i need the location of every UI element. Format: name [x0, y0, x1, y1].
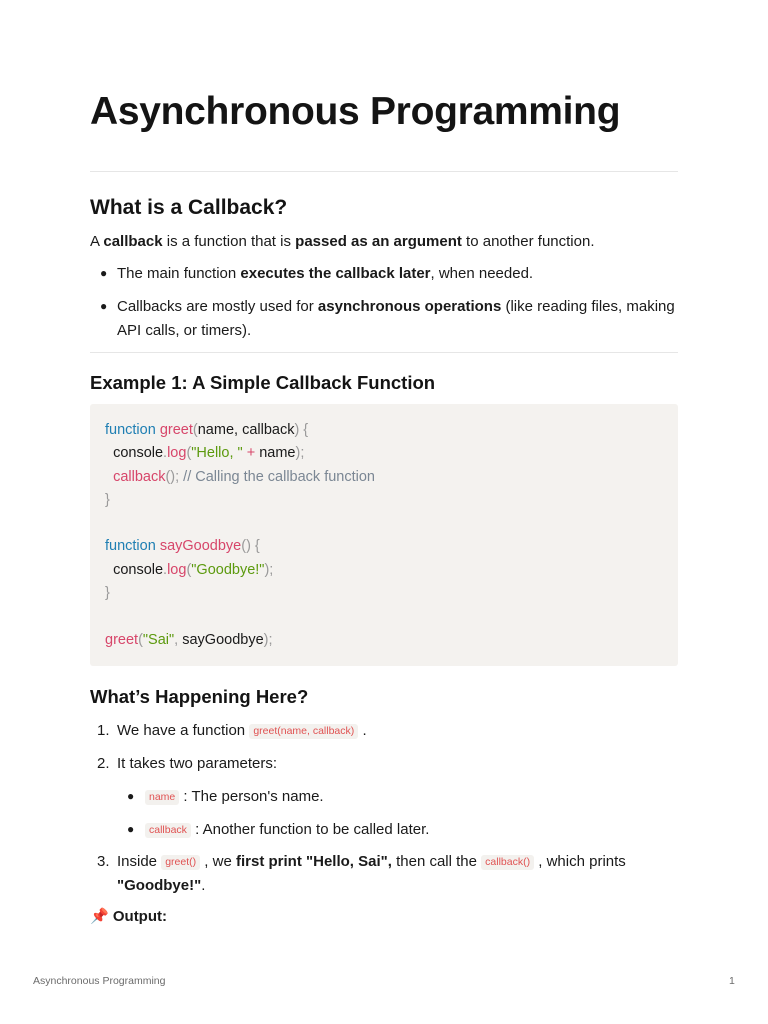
- list-item: 1. We have a function greet(name, callback) .: [97, 722, 367, 739]
- output-label: 📌 Output:: [90, 908, 167, 925]
- bullet-icon: ●: [127, 822, 135, 836]
- inline-code: greet(name, callback): [249, 724, 358, 739]
- code-text: function greet(name, callback) { console.log("Hello, " + name); callback(); // Calling the callback function } function sayGoodbye() { console.log("Goodbye!"); } greet("Sai", sayGoodbye);: [105, 422, 375, 648]
- list-item: ● Callbacks are mostly used for asynchronous operations (like reading files, making API calls, or timers).: [117, 295, 677, 342]
- bullet-icon: ●: [127, 789, 135, 803]
- pushpin-icon: 📌: [90, 908, 109, 925]
- code-block: [90, 404, 678, 666]
- page-title: Asynchronous Programming: [90, 90, 621, 133]
- bullet-icon: ●: [100, 299, 108, 313]
- page-number: 1: [729, 975, 735, 987]
- bullet-icon: ●: [100, 266, 108, 280]
- section-heading-callback: What is a Callback?: [90, 196, 288, 219]
- example-heading: Example 1: A Simple Callback Function: [90, 372, 436, 393]
- inline-code: callback(): [481, 855, 534, 870]
- sub-list-item: ● name : The person's name.: [145, 785, 324, 808]
- divider: [90, 352, 678, 353]
- inline-code: name: [145, 790, 179, 805]
- divider: [90, 171, 678, 172]
- inline-code: callback: [145, 823, 191, 838]
- footer-title: Asynchronous Programming: [33, 975, 166, 987]
- sub-list-item: ● callback : Another function to be called later.: [145, 818, 429, 841]
- intro-paragraph: A callback is a function that is passed as an argument to another function.: [90, 233, 595, 250]
- list-item: 2. It takes two parameters:: [97, 755, 278, 772]
- list-item: ● The main function executes the callback later, when needed.: [117, 262, 677, 286]
- list-item: 3. Inside greet() , we first print "Hello, Sai", then call the callback() , which prints "Goodbye!".: [97, 853, 626, 894]
- inline-code: greet(): [161, 855, 200, 870]
- section-heading-happening: What’s Happening Here?: [90, 686, 309, 707]
